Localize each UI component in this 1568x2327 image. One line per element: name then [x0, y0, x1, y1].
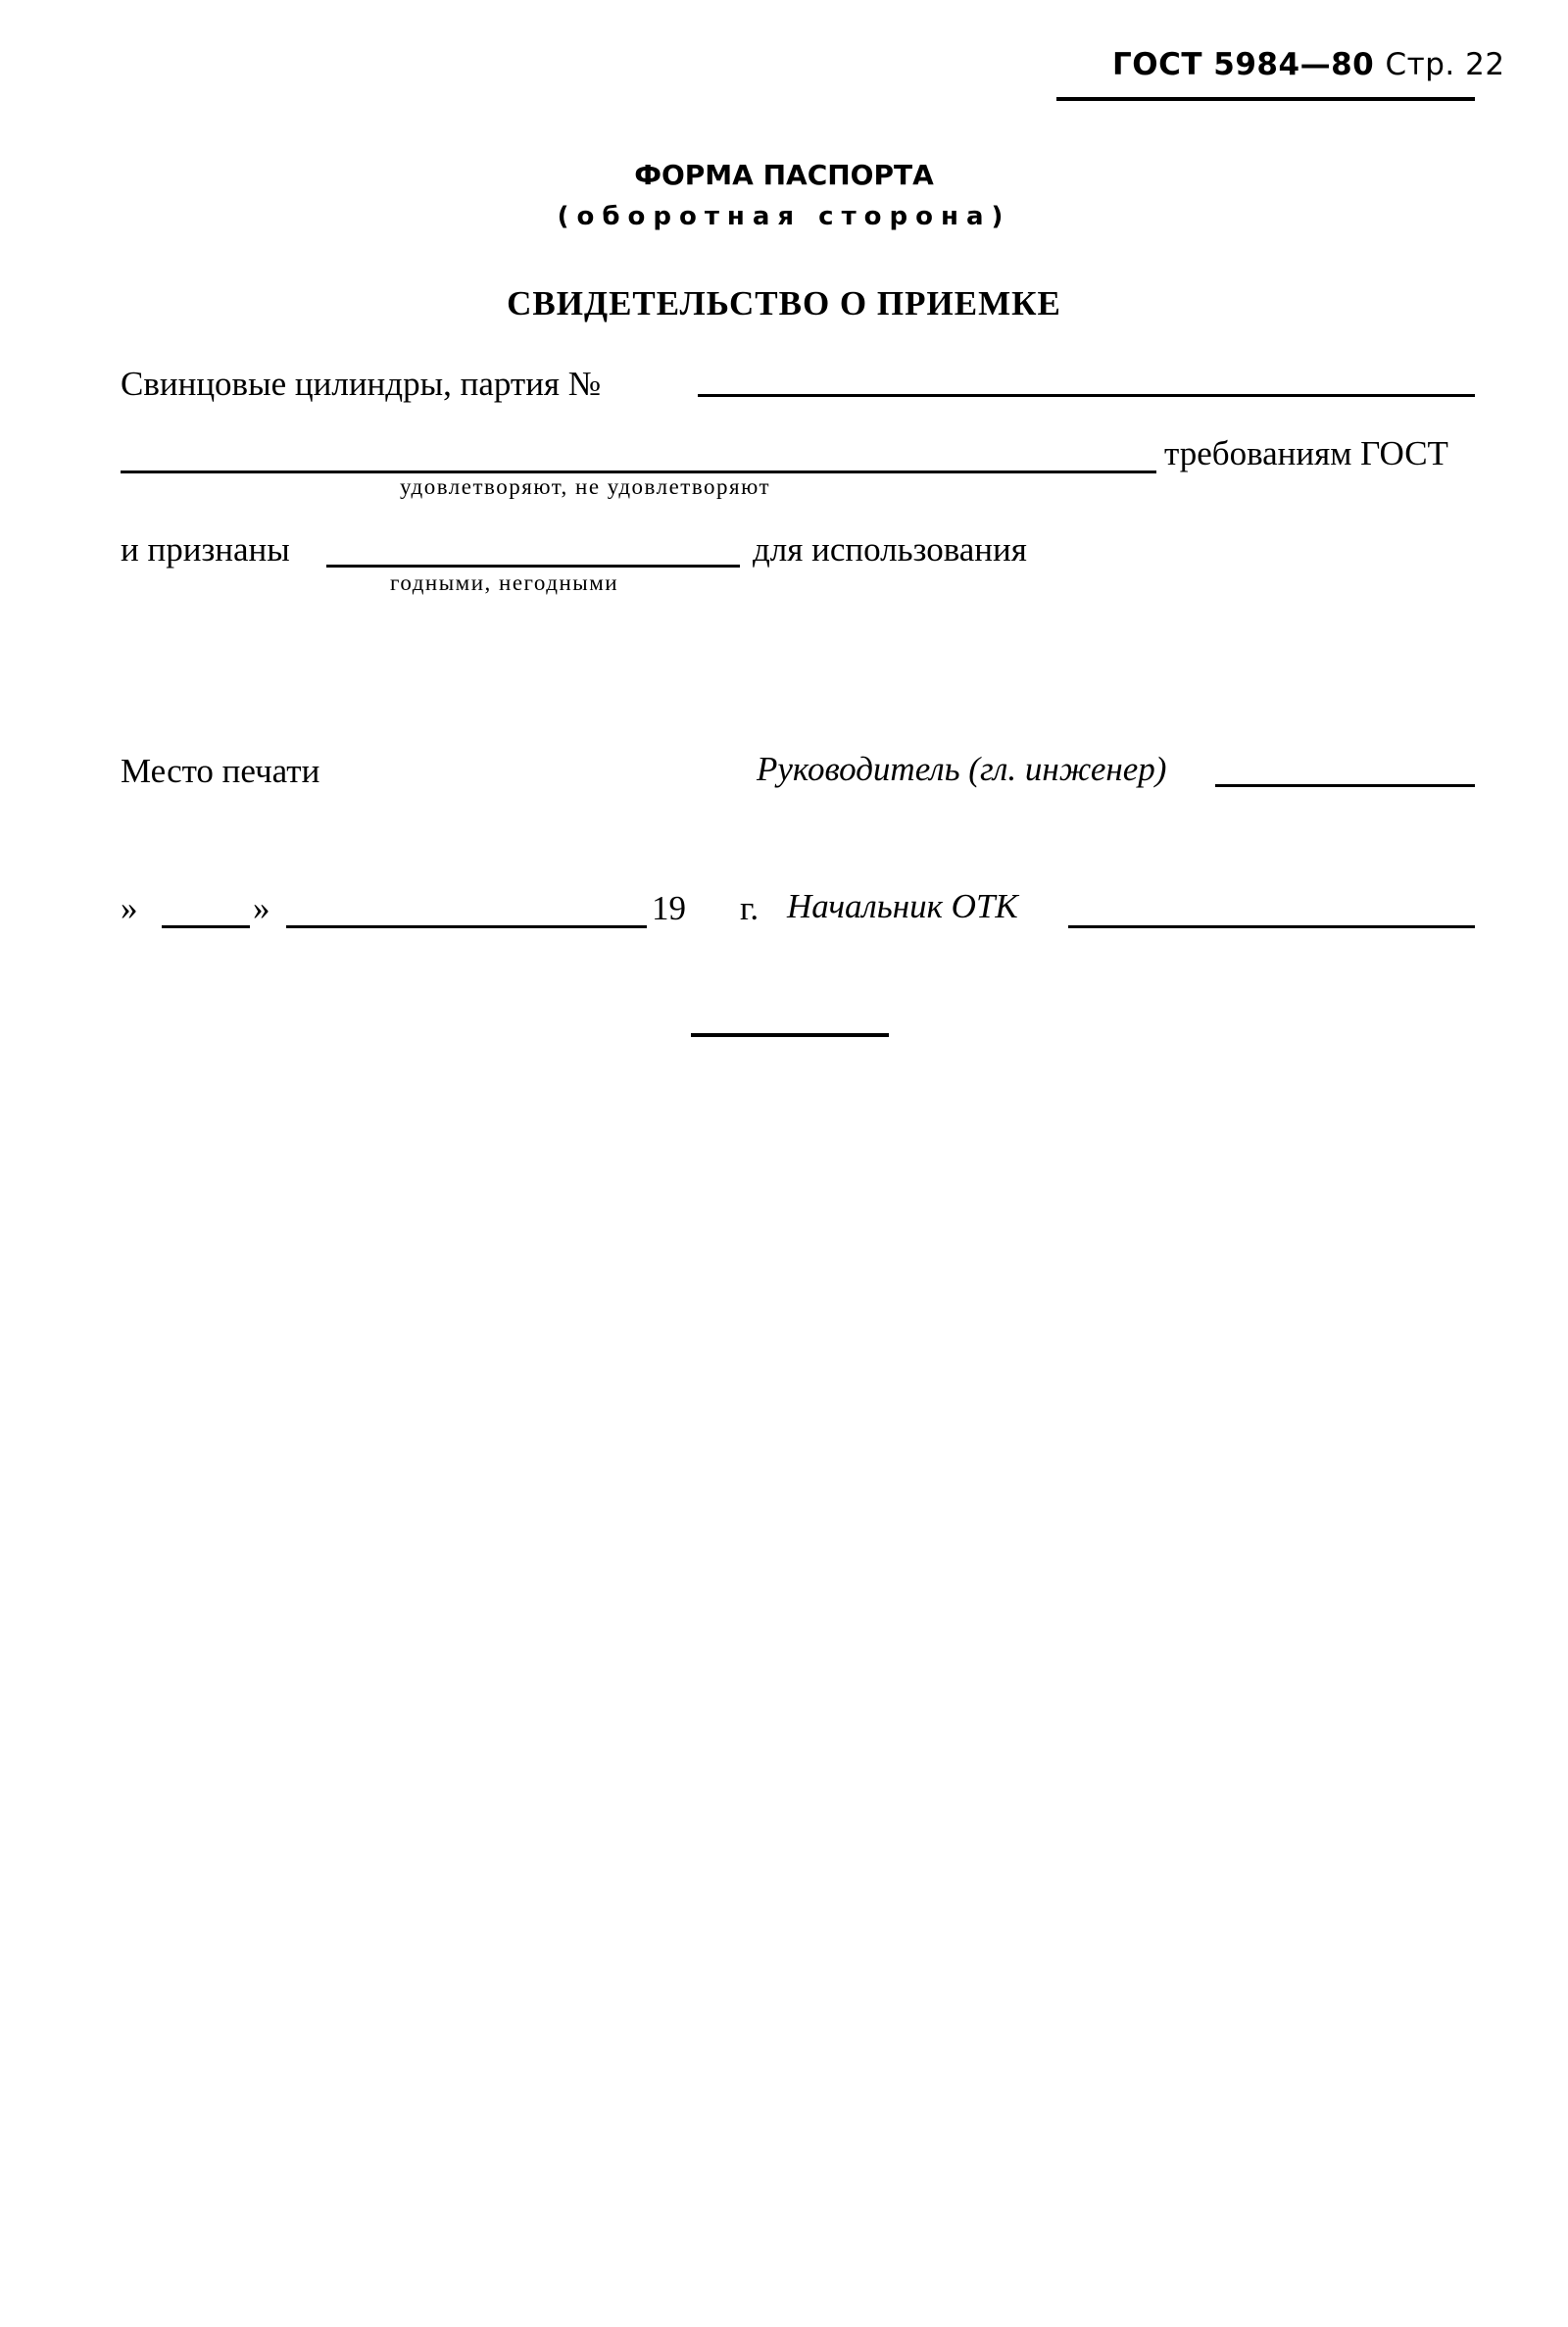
standard-number: ГОСТ 5984—80 [1112, 47, 1375, 82]
quote-open: » [121, 889, 138, 927]
form-title: ФОРМА ПАСПОРТА [634, 159, 934, 191]
qc-head-signature-field[interactable] [1068, 925, 1475, 928]
for-use-label: для использования [753, 530, 1027, 569]
compliance-caption: удовлетворяют, не удовлетворяют [400, 474, 771, 499]
day-field[interactable] [162, 925, 250, 928]
year-prefix: 19 [652, 889, 686, 927]
director-label: Руководитель (гл. инженер) [757, 750, 1167, 788]
month-field[interactable] [286, 925, 647, 928]
stamp-place-label: Место печати [121, 752, 320, 790]
quote-close: » [253, 889, 270, 927]
certificate-title: СВИДЕТЕЛЬСТВО О ПРИЕМКЕ [507, 284, 1061, 322]
batch-number-field[interactable] [698, 394, 1475, 397]
gost-requirements-label: требованиям ГОСТ [1164, 434, 1448, 472]
recognized-label: и признаны [121, 530, 290, 569]
batch-label: Свинцовые цилиндры, партия № [121, 365, 602, 403]
director-signature-field[interactable] [1215, 784, 1475, 787]
suitability-field[interactable] [326, 565, 740, 568]
page-number: Стр. 22 [1385, 47, 1505, 82]
closing-rule [691, 1033, 889, 1037]
page-header [1112, 47, 1505, 82]
year-suffix: г. [740, 889, 760, 927]
header-rule [1056, 97, 1475, 101]
qc-head-label: Начальник ОТК [787, 887, 1018, 925]
compliance-field[interactable] [121, 470, 1156, 473]
form-subtitle: (оборотная сторона) [557, 202, 1011, 231]
suitability-caption: годными, негодными [390, 570, 619, 595]
